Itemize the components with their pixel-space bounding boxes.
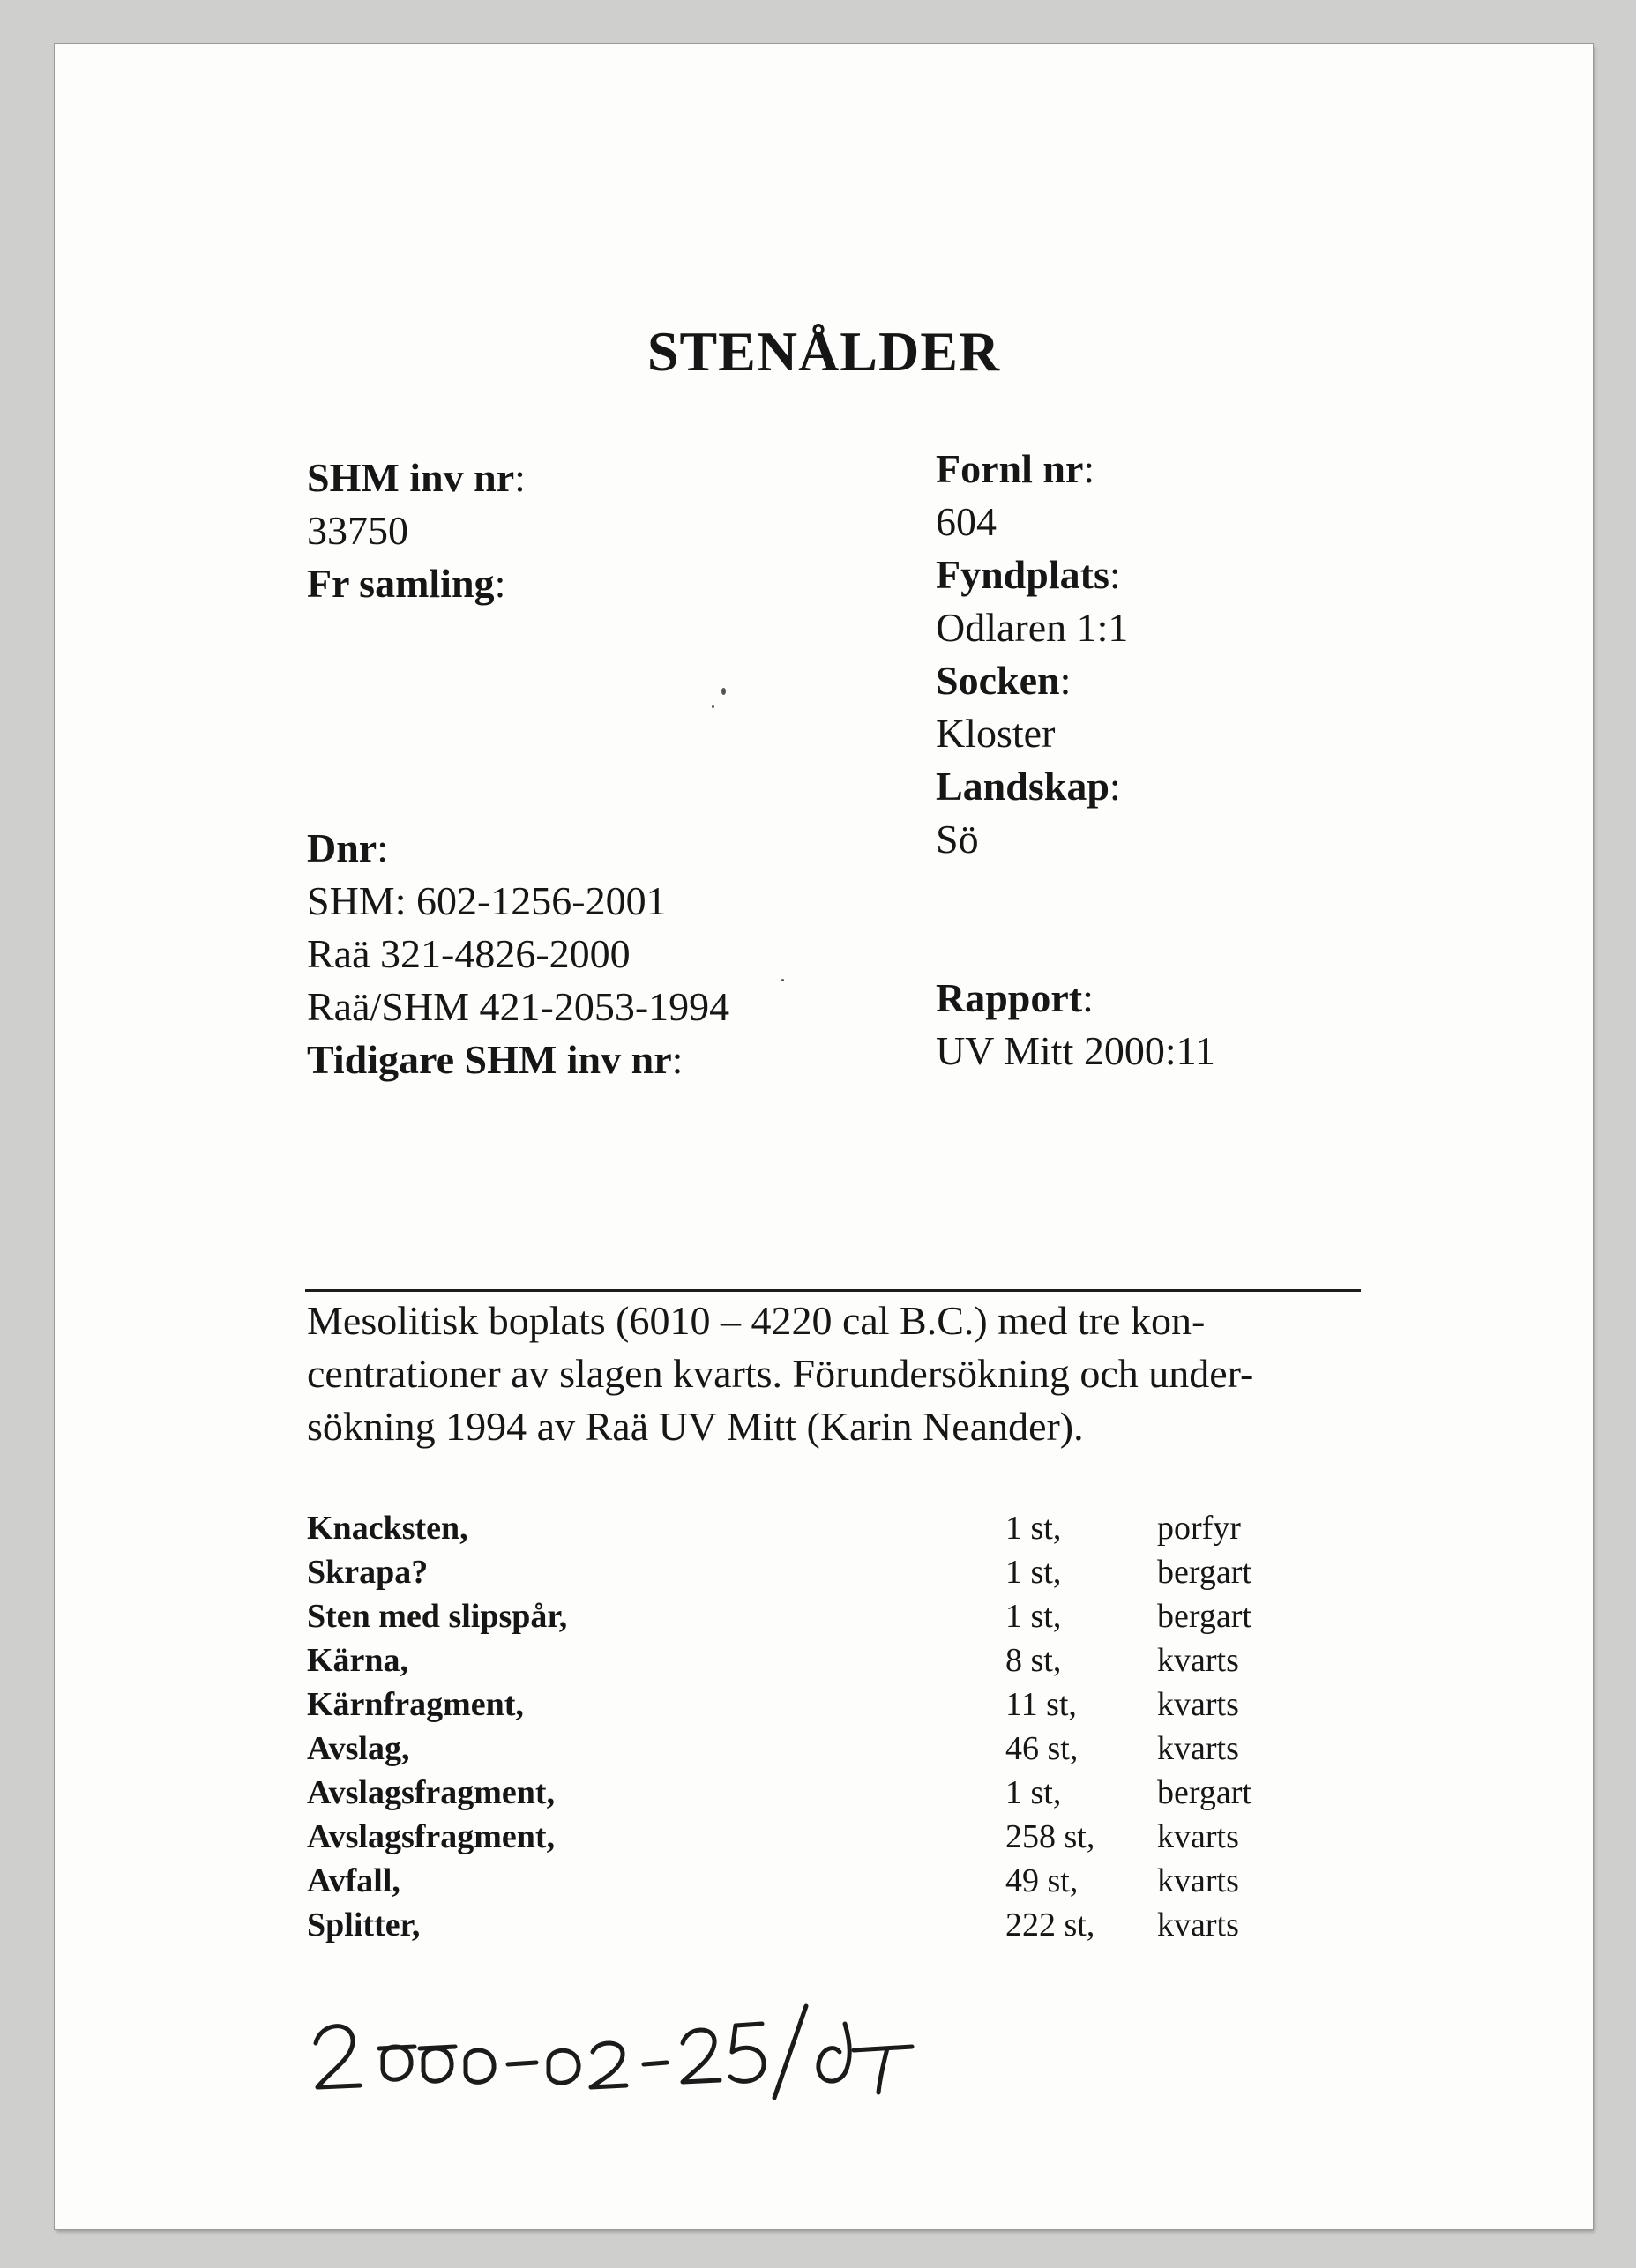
rapport-label: Rapport <box>936 975 1083 1020</box>
find-quantity: 1 st, <box>1005 1510 1062 1547</box>
dnr-field: Dnr: <box>307 825 389 870</box>
find-material: porfyr <box>1157 1510 1241 1547</box>
description-line: Mesolitisk boplats (6010 – 4220 cal B.C.) med tre kon- <box>307 1298 1206 1343</box>
find-row <box>307 1903 1365 1947</box>
section-divider <box>305 1289 1361 1292</box>
spacer <box>307 610 924 822</box>
find-name: Kärna, <box>307 1642 409 1679</box>
shm-inv-field: SHM inv nr: <box>307 455 526 500</box>
find-material: bergart <box>1157 1598 1251 1635</box>
find-row <box>307 1859 1365 1903</box>
socken-value: Kloster <box>936 711 1056 756</box>
find-row <box>307 1550 1365 1594</box>
landskap-value: Sö <box>936 817 979 862</box>
fr-samling-label: Fr samling <box>307 561 495 606</box>
find-quantity: 1 st, <box>1005 1554 1062 1591</box>
paper-speck <box>712 705 714 708</box>
find-material: kvarts <box>1157 1642 1239 1679</box>
fyndplats-value: Odlaren 1:1 <box>936 605 1129 650</box>
socken-field: Socken: <box>936 658 1072 703</box>
dnr-label: Dnr <box>307 825 377 870</box>
find-row <box>307 1638 1365 1682</box>
find-material: kvarts <box>1157 1686 1239 1723</box>
find-name: Splitter, <box>307 1906 421 1943</box>
find-quantity: 46 st, <box>1005 1730 1079 1767</box>
find-material: kvarts <box>1157 1906 1239 1943</box>
description-line: centrationer av slagen kvarts. Förundersökning och under- <box>307 1351 1254 1396</box>
site-description <box>307 1294 1383 1453</box>
find-name: Avfall, <box>307 1862 400 1899</box>
find-row <box>307 1682 1365 1727</box>
fyndplats-field: Fyndplats: <box>936 552 1121 597</box>
find-material: bergart <box>1157 1774 1251 1811</box>
landskap-label: Landskap <box>936 764 1109 809</box>
find-quantity: 49 st, <box>1005 1862 1079 1899</box>
find-quantity: 8 st, <box>1005 1642 1062 1679</box>
dnr-value: Raä 321-4826-2000 <box>307 931 631 976</box>
dnr-value: SHM: 602-1256-2001 <box>307 878 667 923</box>
find-material: kvarts <box>1157 1730 1239 1767</box>
tidigare-shm-label: Tidigare SHM inv nr <box>307 1037 672 1082</box>
find-quantity: 258 st, <box>1005 1818 1095 1855</box>
spacer <box>936 866 1553 972</box>
find-row <box>307 1771 1365 1815</box>
find-quantity: 1 st, <box>1005 1598 1062 1635</box>
fyndplats-label: Fyndplats <box>936 552 1109 597</box>
shm-inv-label: SHM inv nr <box>307 455 515 500</box>
find-name: Kärnfragment, <box>307 1686 524 1723</box>
find-material: kvarts <box>1157 1862 1239 1899</box>
right-field-column <box>936 443 1553 1078</box>
find-quantity: 11 st, <box>1005 1686 1077 1723</box>
find-list <box>307 1506 1365 1947</box>
find-name: Knacksten, <box>307 1510 468 1547</box>
shm-inv-value: 33750 <box>307 508 408 553</box>
description-line: sökning 1994 av Raä UV Mitt (Karin Neander). <box>307 1404 1084 1449</box>
rapport-value: UV Mitt 2000:11 <box>936 1028 1215 1073</box>
dnr-value: Raä/SHM 421-2053-1994 <box>307 984 730 1029</box>
document-page <box>55 44 1593 2229</box>
left-field-column <box>307 451 924 1086</box>
landskap-field: Landskap: <box>936 764 1121 809</box>
socken-label: Socken <box>936 658 1060 703</box>
find-quantity: 222 st, <box>1005 1906 1095 1943</box>
tidigare-shm-field: Tidigare SHM inv nr: <box>307 1037 684 1082</box>
paper-speck <box>721 688 726 695</box>
rapport-field: Rapport: <box>936 975 1094 1020</box>
paper-speck <box>781 979 784 981</box>
find-row <box>307 1727 1365 1771</box>
find-row <box>307 1815 1365 1859</box>
page-title: STENÅLDER <box>646 320 1001 383</box>
fr-samling-field: Fr samling: <box>307 561 506 606</box>
find-material: bergart <box>1157 1554 1251 1591</box>
find-name: Avslag, <box>307 1730 410 1767</box>
find-row <box>307 1506 1365 1550</box>
find-row <box>307 1594 1365 1638</box>
find-name: Sten med slipspår, <box>307 1598 568 1635</box>
find-name: Skrapa? <box>307 1554 429 1591</box>
find-material: kvarts <box>1157 1818 1239 1855</box>
find-quantity: 1 st, <box>1005 1774 1062 1811</box>
fornl-field: Fornl nr: <box>936 446 1095 491</box>
find-name: Avslagsfragment, <box>307 1818 556 1855</box>
fornl-value: 604 <box>936 499 997 544</box>
handwritten-signature <box>305 1988 958 2103</box>
fornl-label: Fornl nr <box>936 446 1084 491</box>
find-name: Avslagsfragment, <box>307 1774 556 1811</box>
